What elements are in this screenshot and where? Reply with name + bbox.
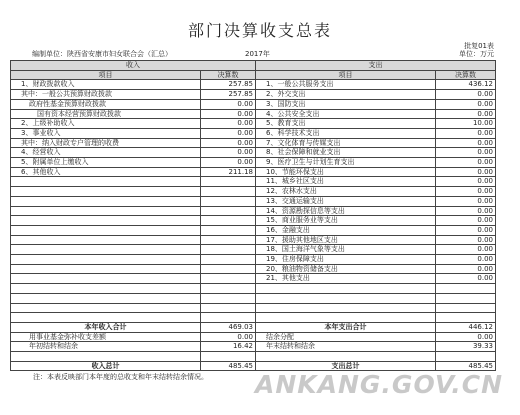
money-unit: 单位：万元 xyxy=(459,50,494,58)
watermark: ANKANG.GOV.CN xyxy=(255,370,504,399)
income-item xyxy=(11,293,201,303)
table-row xyxy=(11,138,496,148)
income-item: 5、附属单位上缴收入 xyxy=(11,158,201,168)
income-item: 其中：纳入财政专户管理的收费 xyxy=(11,138,201,148)
income-item: 3、事业收入 xyxy=(11,128,201,138)
sub1-right: 结余分配 xyxy=(256,332,436,342)
income-item: 政府性基金预算财政拨款 xyxy=(11,99,201,109)
income-amount xyxy=(201,284,256,294)
grand-expense-label: 支出总计 xyxy=(256,361,436,371)
income-amount: 0.00 xyxy=(201,158,256,168)
table-row xyxy=(11,303,496,313)
income-amount: 0.00 xyxy=(201,148,256,158)
table-row xyxy=(11,264,496,274)
income-item: 国有资本经营预算财政拨款 xyxy=(11,109,201,119)
expense-amount: 0.00 xyxy=(436,167,496,177)
expense-amount: 0.00 xyxy=(436,138,496,148)
expense-total-value: 446.12 xyxy=(436,322,496,332)
expense-item xyxy=(256,293,436,303)
expense-item: 20、粮油物资储备支出 xyxy=(256,264,436,274)
income-item: 其中：一般公共预算财政拨款 xyxy=(11,90,201,100)
income-amount: 0.00 xyxy=(201,128,256,138)
table-row xyxy=(11,187,496,197)
income-item xyxy=(11,255,201,265)
expense-amount: 0.00 xyxy=(436,274,496,284)
expense-item xyxy=(256,313,436,323)
table-row xyxy=(11,216,496,226)
income-amount xyxy=(201,245,256,255)
income-item: 4、经营收入 xyxy=(11,148,201,158)
expense-item: 10、节能环保支出 xyxy=(256,167,436,177)
table-row xyxy=(11,196,496,206)
expense-amount xyxy=(436,293,496,303)
expense-item: 17、援助其他地区支出 xyxy=(256,235,436,245)
income-amount xyxy=(201,216,256,226)
table-row xyxy=(11,352,496,362)
sub2-right-value: 39.33 xyxy=(436,342,496,352)
expense-item: 13、交通运输支出 xyxy=(256,196,436,206)
footnote: 注：本表反映部门本年度的总收支和年末结转结余情况。 xyxy=(33,373,208,381)
expense-item: 15、商业服务业等支出 xyxy=(256,216,436,226)
expense-amount: 0.00 xyxy=(436,177,496,187)
expense-item xyxy=(256,303,436,313)
income-amount: 257.85 xyxy=(201,90,256,100)
expense-item: 12、农林水支出 xyxy=(256,187,436,197)
form-code: 批复01表 xyxy=(464,42,494,50)
sub2-left-value: 16.42 xyxy=(201,342,256,352)
income-amount xyxy=(201,293,256,303)
expense-amount-header: 决算数 xyxy=(436,70,496,80)
income-amount xyxy=(201,255,256,265)
header-row-section xyxy=(11,61,496,71)
expense-item: 9、医疗卫生与计划生育支出 xyxy=(256,158,436,168)
income-item xyxy=(11,225,201,235)
expense-item: 21、其他支出 xyxy=(256,274,436,284)
budget-table xyxy=(10,60,496,371)
income-amount: 0.00 xyxy=(201,138,256,148)
table-row xyxy=(11,313,496,323)
income-amount: 0.00 xyxy=(201,119,256,129)
sub2-right: 年末结转和结余 xyxy=(256,342,436,352)
table-row xyxy=(11,245,496,255)
expense-amount: 0.00 xyxy=(436,206,496,216)
income-amount: 0.00 xyxy=(201,109,256,119)
table-row xyxy=(11,293,496,303)
expense-amount: 0.00 xyxy=(436,187,496,197)
expense-item: 7、文化体育与传媒支出 xyxy=(256,138,436,148)
expense-item: 3、国防支出 xyxy=(256,99,436,109)
expense-amount xyxy=(436,313,496,323)
table-row xyxy=(11,225,496,235)
expense-amount xyxy=(436,284,496,294)
income-item: 6、其他收入 xyxy=(11,167,201,177)
income-amount: 0.00 xyxy=(201,99,256,109)
expense-amount: 436.12 xyxy=(436,80,496,90)
income-amount xyxy=(201,235,256,245)
table-row xyxy=(11,128,496,138)
income-amount xyxy=(201,196,256,206)
income-total-value: 469.03 xyxy=(201,322,256,332)
income-item: 1、财政拨款收入 xyxy=(11,80,201,90)
income-amount xyxy=(201,264,256,274)
blank-right-value xyxy=(436,352,496,362)
expense-amount: 0.00 xyxy=(436,255,496,265)
sub1-right-value: 0.00 xyxy=(436,332,496,342)
expense-item: 2、外交支出 xyxy=(256,90,436,100)
income-amount xyxy=(201,274,256,284)
expense-amount: 0.00 xyxy=(436,196,496,206)
expense-amount: 0.00 xyxy=(436,225,496,235)
income-amount: 211.18 xyxy=(201,167,256,177)
expense-header: 支出 xyxy=(256,61,496,71)
expense-item: 16、金融支出 xyxy=(256,225,436,235)
blank-left-value xyxy=(201,352,256,362)
expense-amount: 0.00 xyxy=(436,235,496,245)
table-row xyxy=(11,274,496,284)
year-label: 2017年 xyxy=(245,50,270,58)
expense-item-header: 项目 xyxy=(256,70,436,80)
income-amount-header: 决算数 xyxy=(201,70,256,80)
table-row xyxy=(11,177,496,187)
expense-amount: 0.00 xyxy=(436,216,496,226)
income-item xyxy=(11,206,201,216)
expense-item: 14、资源勘探信息等支出 xyxy=(256,206,436,216)
income-amount xyxy=(201,187,256,197)
expense-item: 1、一般公共服务支出 xyxy=(256,80,436,90)
table-row xyxy=(11,90,496,100)
income-amount xyxy=(201,303,256,313)
income-item xyxy=(11,313,201,323)
grand-income-value: 485.45 xyxy=(201,361,256,371)
income-item xyxy=(11,274,201,284)
table-row xyxy=(11,206,496,216)
grand-expense-value: 485.45 xyxy=(436,361,496,371)
income-item xyxy=(11,284,201,294)
income-item xyxy=(11,177,201,187)
income-item xyxy=(11,187,201,197)
table-row xyxy=(11,109,496,119)
expense-amount: 0.00 xyxy=(436,90,496,100)
expense-item: 8、社会保障和就业支出 xyxy=(256,148,436,158)
expense-item: 6、科学技术支出 xyxy=(256,128,436,138)
total-row xyxy=(11,322,496,332)
expense-item xyxy=(256,284,436,294)
table-row xyxy=(11,119,496,129)
income-amount xyxy=(201,206,256,216)
expense-item: 19、住房保障支出 xyxy=(256,255,436,265)
table-row xyxy=(11,255,496,265)
expense-amount: 0.00 xyxy=(436,158,496,168)
meta-row xyxy=(10,49,494,59)
income-item xyxy=(11,235,201,245)
expense-amount: 0.00 xyxy=(436,109,496,119)
expense-amount: 0.00 xyxy=(436,245,496,255)
income-item xyxy=(11,264,201,274)
header-row-columns xyxy=(11,70,496,80)
income-item xyxy=(11,303,201,313)
expense-item: 11、城乡社区支出 xyxy=(256,177,436,187)
expense-amount: 0.00 xyxy=(436,128,496,138)
income-header: 收入 xyxy=(11,61,256,71)
expense-amount: 0.00 xyxy=(436,264,496,274)
expense-amount: 0.00 xyxy=(436,99,496,109)
income-item xyxy=(11,245,201,255)
income-item xyxy=(11,216,201,226)
table-row xyxy=(11,167,496,177)
sub2-left: 年初结转和结余 xyxy=(11,342,201,352)
table-row xyxy=(11,235,496,245)
income-amount xyxy=(201,177,256,187)
income-amount xyxy=(201,313,256,323)
expense-amount xyxy=(436,303,496,313)
table-row xyxy=(11,80,496,90)
table-row xyxy=(11,332,496,342)
income-item: 2、上级补助收入 xyxy=(11,119,201,129)
expense-amount: 0.00 xyxy=(436,148,496,158)
table-row xyxy=(11,148,496,158)
expense-amount: 10.00 xyxy=(436,119,496,129)
income-amount: 257.85 xyxy=(201,80,256,90)
page-title: 部门决算收支总表 xyxy=(187,21,332,40)
expense-item: 4、公共安全支出 xyxy=(256,109,436,119)
table-row xyxy=(11,158,496,168)
expense-item: 5、教育支出 xyxy=(256,119,436,129)
expense-total-label: 本年支出合计 xyxy=(256,322,436,332)
sub1-left-value: 0.00 xyxy=(201,332,256,342)
table-row xyxy=(11,284,496,294)
sub1-left: 用事业基金弥补收支差额 xyxy=(11,332,201,342)
income-item xyxy=(11,196,201,206)
income-item-header: 项目 xyxy=(11,70,201,80)
blank-right xyxy=(256,352,436,362)
income-amount xyxy=(201,225,256,235)
unit-label: 编制单位：陕西省安康市妇女联合会（汇总） xyxy=(32,50,172,58)
table-row xyxy=(11,342,496,352)
expense-item: 18、国土海洋气象等支出 xyxy=(256,245,436,255)
grand-income-label: 收入总计 xyxy=(11,361,201,371)
income-total-label: 本年收入合计 xyxy=(11,322,201,332)
table-row xyxy=(11,99,496,109)
blank-left xyxy=(11,352,201,362)
